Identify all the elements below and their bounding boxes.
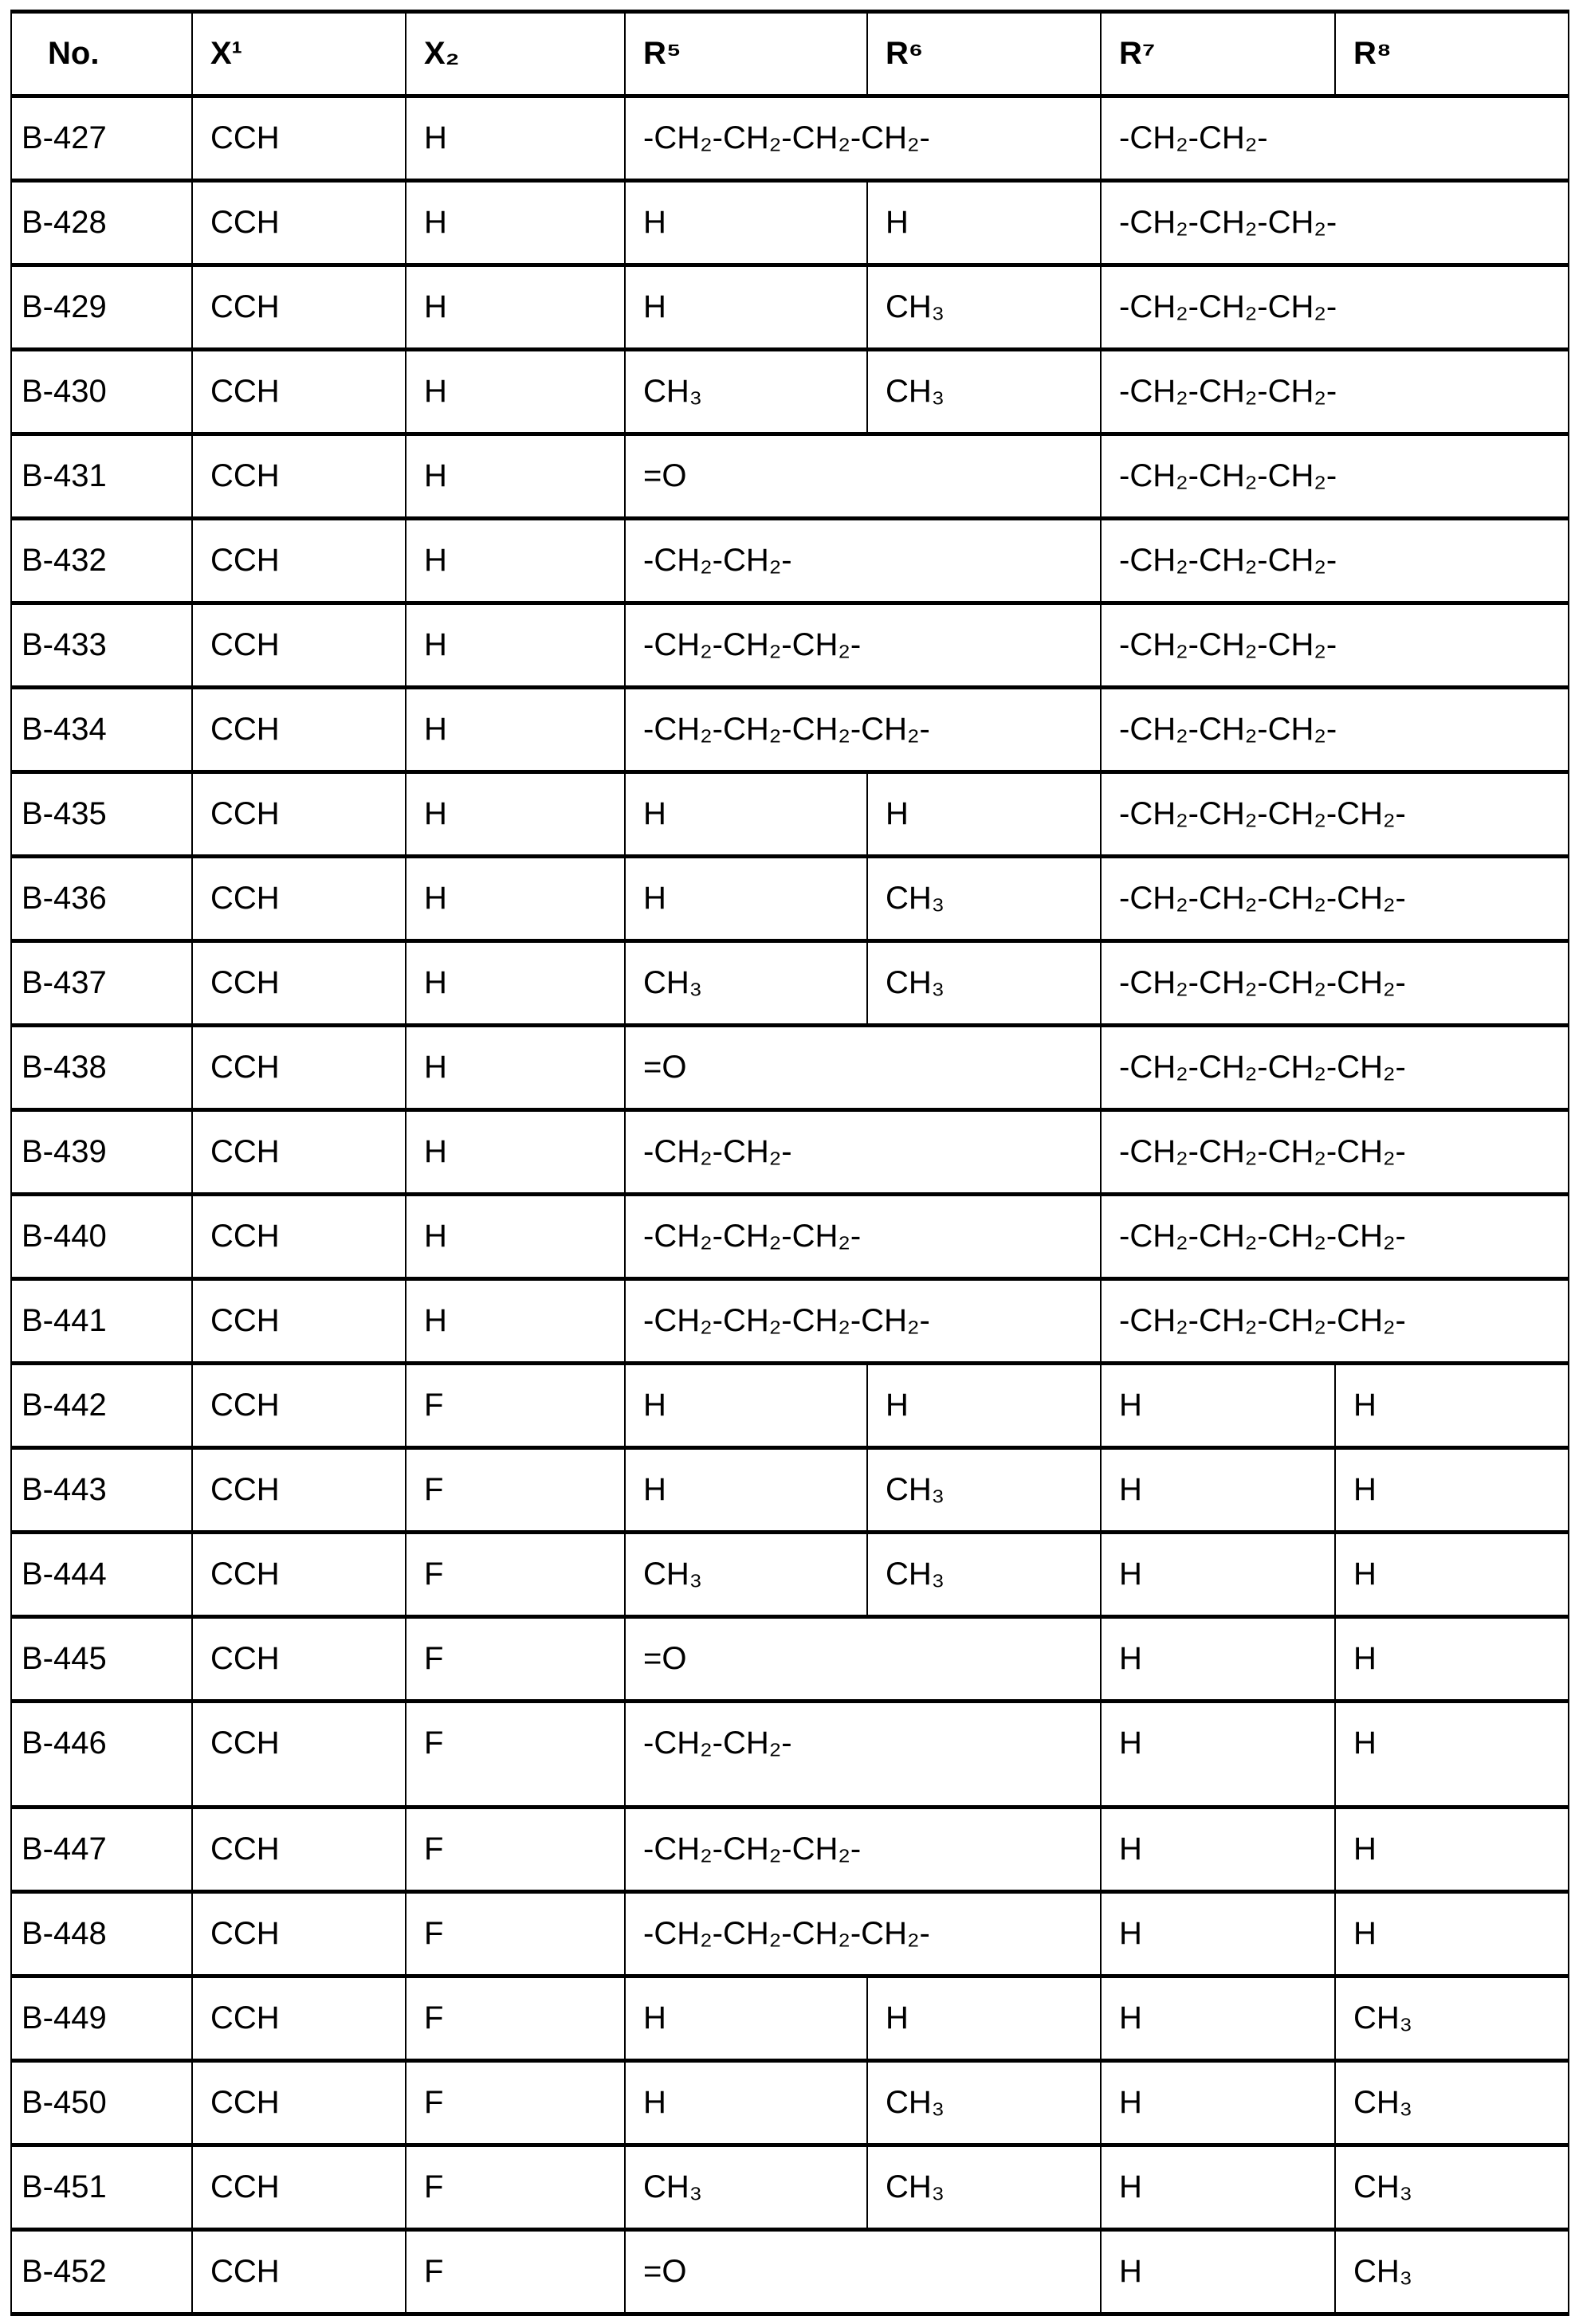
cell-no: B-440 (11, 1195, 192, 1279)
cell-x2: F (406, 1533, 625, 1617)
cell-no: B-448 (11, 1892, 192, 1977)
table-row (11, 1279, 1569, 1364)
cell-x2: H (406, 181, 625, 265)
cell-r5: H (625, 181, 867, 265)
cell-x1: CCH (192, 772, 406, 857)
cell-r6: CH₃ (867, 350, 1101, 434)
cell-x1: CCH (192, 603, 406, 688)
table-row (11, 1977, 1569, 2061)
cell-x1: CCH (192, 857, 406, 941)
cell-no: B-447 (11, 1808, 192, 1892)
cell-r7-r8: -CH₂-CH₂-CH₂-CH₂- (1101, 941, 1569, 1026)
table-row (11, 2061, 1569, 2145)
cell-r7: H (1101, 1364, 1335, 1448)
cell-x1: CCH (192, 1195, 406, 1279)
cell-r7: H (1101, 1448, 1335, 1533)
cell-r5: H (625, 2061, 867, 2145)
table-row (11, 857, 1569, 941)
cell-x2: H (406, 96, 625, 181)
cell-r5-r6: =O (625, 1617, 1101, 1702)
cell-x1: CCH (192, 434, 406, 519)
table-row (11, 2145, 1569, 2230)
cell-x1: CCH (192, 181, 406, 265)
cell-no: B-451 (11, 2145, 192, 2230)
cell-no: B-445 (11, 1617, 192, 1702)
cell-no: B-436 (11, 857, 192, 941)
cell-r5: CH₃ (625, 2145, 867, 2230)
cell-no: B-432 (11, 519, 192, 603)
cell-r5-r6: -CH₂-CH₂-CH₂-CH₂- (625, 1892, 1101, 1977)
table-row (11, 181, 1569, 265)
cell-no: B-433 (11, 603, 192, 688)
cell-r7-r8: -CH₂-CH₂- (1101, 96, 1569, 181)
table-row (11, 688, 1569, 772)
cell-r5: H (625, 1977, 867, 2061)
table-row (11, 434, 1569, 519)
cell-r8: CH₃ (1335, 1977, 1569, 2061)
cell-r6: CH₃ (867, 2061, 1101, 2145)
cell-r5-r6: -CH₂-CH₂-CH₂- (625, 603, 1101, 688)
cell-r5: H (625, 1448, 867, 1533)
cell-no: B-431 (11, 434, 192, 519)
cell-r7: H (1101, 2230, 1335, 2314)
cell-r7-r8: -CH₂-CH₂-CH₂- (1101, 519, 1569, 603)
cell-x1: CCH (192, 1026, 406, 1110)
cell-r6: CH₃ (867, 1448, 1101, 1533)
cell-x1: CCH (192, 1892, 406, 1977)
cell-r8: H (1335, 1364, 1569, 1448)
cell-r6: CH₃ (867, 265, 1101, 350)
cell-r5: CH₃ (625, 350, 867, 434)
cell-r7: H (1101, 2145, 1335, 2230)
cell-r7-r8: -CH₂-CH₂-CH₂-CH₂- (1101, 772, 1569, 857)
cell-r7-r8: -CH₂-CH₂-CH₂- (1101, 688, 1569, 772)
header-x2: X₂ (406, 12, 625, 96)
cell-r6: CH₃ (867, 1533, 1101, 1617)
cell-x2: H (406, 857, 625, 941)
cell-no: B-444 (11, 1533, 192, 1617)
header-r8: R⁸ (1335, 12, 1569, 96)
cell-x2: F (406, 1617, 625, 1702)
cell-r5-r6: -CH₂-CH₂-CH₂-CH₂- (625, 96, 1101, 181)
cell-no: B-428 (11, 181, 192, 265)
cell-r5-r6: -CH₂-CH₂- (625, 1702, 1101, 1808)
table-row (11, 603, 1569, 688)
cell-no: B-439 (11, 1110, 192, 1195)
cell-r5-r6: -CH₂-CH₂-CH₂-CH₂- (625, 688, 1101, 772)
cell-x1: CCH (192, 1448, 406, 1533)
cell-r6: CH₃ (867, 2145, 1101, 2230)
cell-x1: CCH (192, 1702, 406, 1808)
cell-x1: CCH (192, 1110, 406, 1195)
cell-r7-r8: -CH₂-CH₂-CH₂-CH₂- (1101, 857, 1569, 941)
cell-r6: H (867, 1364, 1101, 1448)
cell-r5-r6: =O (625, 2230, 1101, 2314)
cell-r7-r8: -CH₂-CH₂-CH₂-CH₂- (1101, 1195, 1569, 1279)
cell-x1: CCH (192, 96, 406, 181)
cell-r5: CH₃ (625, 941, 867, 1026)
table-row (11, 1448, 1569, 1533)
cell-x1: CCH (192, 1364, 406, 1448)
table-row (11, 96, 1569, 181)
header-x1: X¹ (192, 12, 406, 96)
cell-r8: CH₃ (1335, 2145, 1569, 2230)
table-row (11, 1892, 1569, 1977)
cell-r7-r8: -CH₂-CH₂-CH₂- (1101, 265, 1569, 350)
table-row (11, 265, 1569, 350)
cell-x1: CCH (192, 1279, 406, 1364)
cell-x1: CCH (192, 1617, 406, 1702)
cell-r6: H (867, 772, 1101, 857)
cell-r5-r6: =O (625, 1026, 1101, 1110)
cell-x1: CCH (192, 2145, 406, 2230)
cell-no: B-435 (11, 772, 192, 857)
cell-no: B-452 (11, 2230, 192, 2314)
cell-x2: F (406, 1364, 625, 1448)
cell-no: B-443 (11, 1448, 192, 1533)
cell-no: B-429 (11, 265, 192, 350)
cell-x2: H (406, 688, 625, 772)
cell-r7-r8: -CH₂-CH₂-CH₂- (1101, 181, 1569, 265)
cell-x2: H (406, 772, 625, 857)
cell-r8: H (1335, 1533, 1569, 1617)
cell-x2: F (406, 1808, 625, 1892)
cell-no: B-446 (11, 1702, 192, 1808)
cell-r5-r6: =O (625, 434, 1101, 519)
table-row (11, 1026, 1569, 1110)
cell-r8: CH₃ (1335, 2230, 1569, 2314)
cell-x1: CCH (192, 1808, 406, 1892)
cell-r7: H (1101, 1533, 1335, 1617)
cell-r6: H (867, 181, 1101, 265)
cell-x2: H (406, 1279, 625, 1364)
table-row (11, 941, 1569, 1026)
header-r6: R⁶ (867, 12, 1101, 96)
table-body (11, 96, 1569, 2314)
cell-r5-r6: -CH₂-CH₂-CH₂- (625, 1808, 1101, 1892)
cell-r8: H (1335, 1892, 1569, 1977)
cell-r8: H (1335, 1808, 1569, 1892)
cell-x2: F (406, 1448, 625, 1533)
cell-r5-r6: -CH₂-CH₂-CH₂- (625, 1195, 1101, 1279)
cell-x2: F (406, 1977, 625, 2061)
cell-no: B-441 (11, 1279, 192, 1364)
cell-x2: H (406, 350, 625, 434)
cell-r8: H (1335, 1448, 1569, 1533)
cell-r7: H (1101, 1617, 1335, 1702)
cell-x2: F (406, 1892, 625, 1977)
cell-x2: H (406, 265, 625, 350)
cell-r6: CH₃ (867, 857, 1101, 941)
cell-x1: CCH (192, 350, 406, 434)
cell-r7: H (1101, 1808, 1335, 1892)
table-row (11, 1364, 1569, 1448)
cell-r7: H (1101, 2061, 1335, 2145)
cell-x2: H (406, 941, 625, 1026)
table-row (11, 1617, 1569, 1702)
cell-no: B-437 (11, 941, 192, 1026)
cell-r6: H (867, 1977, 1101, 2061)
cell-r7-r8: -CH₂-CH₂-CH₂-CH₂- (1101, 1026, 1569, 1110)
cell-no: B-427 (11, 96, 192, 181)
cell-r5: H (625, 265, 867, 350)
cell-x2: H (406, 1026, 625, 1110)
cell-x1: CCH (192, 2061, 406, 2145)
cell-r8: H (1335, 1617, 1569, 1702)
cell-no: B-438 (11, 1026, 192, 1110)
table-row (11, 1110, 1569, 1195)
cell-r8: H (1335, 1702, 1569, 1808)
cell-x2: F (406, 2061, 625, 2145)
cell-r7-r8: -CH₂-CH₂-CH₂-CH₂- (1101, 1279, 1569, 1364)
cell-no: B-442 (11, 1364, 192, 1448)
header-r7: R⁷ (1101, 12, 1335, 96)
cell-x2: H (406, 434, 625, 519)
table-row (11, 1808, 1569, 1892)
cell-x1: CCH (192, 688, 406, 772)
cell-r8: CH₃ (1335, 2061, 1569, 2145)
cell-r7-r8: -CH₂-CH₂-CH₂-CH₂- (1101, 1110, 1569, 1195)
header-r5: R⁵ (625, 12, 867, 96)
cell-x1: CCH (192, 1533, 406, 1617)
cell-r5-r6: -CH₂-CH₂- (625, 519, 1101, 603)
cell-no: B-434 (11, 688, 192, 772)
cell-r7-r8: -CH₂-CH₂-CH₂- (1101, 603, 1569, 688)
cell-x2: H (406, 519, 625, 603)
cell-r7-r8: -CH₂-CH₂-CH₂- (1101, 434, 1569, 519)
cell-r5: CH₃ (625, 1533, 867, 1617)
cell-x1: CCH (192, 941, 406, 1026)
cell-x2: H (406, 603, 625, 688)
table-row (11, 1195, 1569, 1279)
cell-r7: H (1101, 1977, 1335, 2061)
cell-x1: CCH (192, 265, 406, 350)
table-row (11, 772, 1569, 857)
table-row (11, 519, 1569, 603)
cell-x2: F (406, 2145, 625, 2230)
table-row (11, 1533, 1569, 1617)
table-row (11, 2230, 1569, 2314)
cell-x2: H (406, 1110, 625, 1195)
cell-x2: F (406, 2230, 625, 2314)
cell-r5: H (625, 1364, 867, 1448)
cell-r7-r8: -CH₂-CH₂-CH₂- (1101, 350, 1569, 434)
cell-x1: CCH (192, 1977, 406, 2061)
header-no: No. (11, 12, 192, 96)
cell-x2: F (406, 1702, 625, 1808)
cell-r7: H (1101, 1892, 1335, 1977)
table-row (11, 350, 1569, 434)
cell-no: B-449 (11, 1977, 192, 2061)
cell-x1: CCH (192, 2230, 406, 2314)
cell-no: B-430 (11, 350, 192, 434)
cell-r5-r6: -CH₂-CH₂- (625, 1110, 1101, 1195)
compound-table (10, 10, 1569, 2316)
table-row (11, 1702, 1569, 1808)
cell-no: B-450 (11, 2061, 192, 2145)
cell-r5: H (625, 857, 867, 941)
cell-r5-r6: -CH₂-CH₂-CH₂-CH₂- (625, 1279, 1101, 1364)
header-row (11, 12, 1569, 96)
cell-r7: H (1101, 1702, 1335, 1808)
cell-r5: H (625, 772, 867, 857)
cell-r6: CH₃ (867, 941, 1101, 1026)
cell-x1: CCH (192, 519, 406, 603)
cell-x2: H (406, 1195, 625, 1279)
